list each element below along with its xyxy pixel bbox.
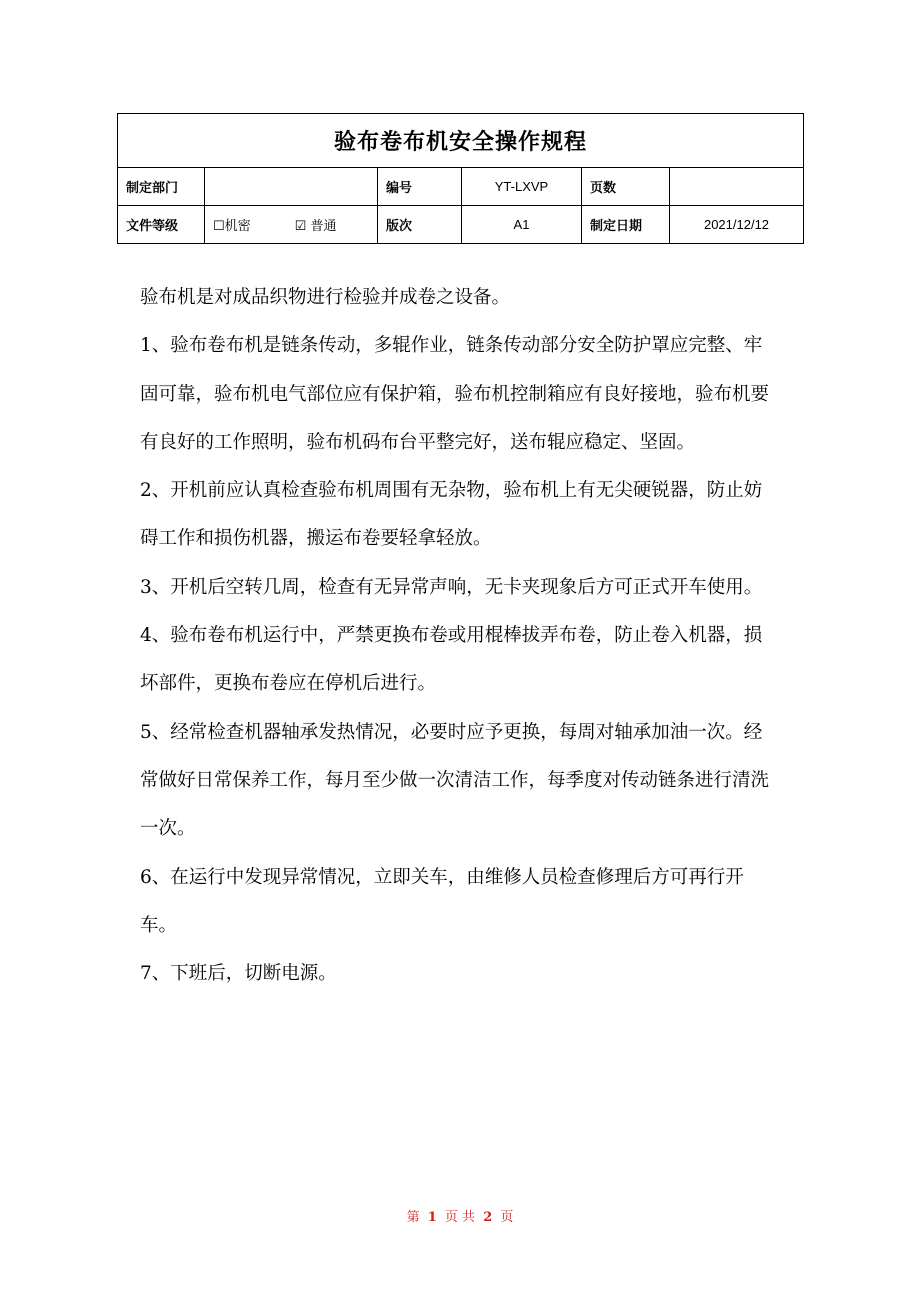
code-value: YT-LXVP bbox=[462, 168, 582, 206]
paragraph-item-6: 6、在运行中发现异常情况，立即关车，由维修人员检查修理后方可再行开车。 bbox=[140, 866, 744, 936]
checkbox-checked-icon: ☑ bbox=[294, 219, 307, 234]
page-footer bbox=[0, 1206, 920, 1225]
pages-label: 页数 bbox=[582, 168, 670, 206]
document-title: 验布卷布机安全操作规程 bbox=[118, 114, 804, 168]
level-options bbox=[205, 206, 378, 244]
level-secret-label: 机密 bbox=[224, 219, 251, 234]
paragraph-item-2: 2、开机前应认真检查验布机周围有无杂物，验布机上有无尖硬锐器，防止妨碍工作和损伤机器，搬运布卷要轻拿轻放。 bbox=[140, 480, 763, 550]
paragraph-item-7: 7、下班后，切断电源。 bbox=[140, 963, 337, 985]
dept-value bbox=[205, 168, 378, 206]
dept-label: 制定部门 bbox=[118, 168, 205, 206]
level-label: 文件等级 bbox=[118, 206, 205, 244]
paragraph-intro: 验布机是对成品织物进行检验并成卷之设备。 bbox=[140, 287, 511, 308]
version-value: A1 bbox=[462, 206, 582, 244]
pages-value bbox=[670, 168, 804, 206]
checkbox-empty-icon: ☐ bbox=[213, 219, 225, 234]
footer-current-page: 1 bbox=[427, 1210, 437, 1225]
level-normal-option[interactable] bbox=[295, 215, 337, 234]
paragraph-item-4: 4、验布卷布机运行中，严禁更换布卷或用棍棒拔弄布卷，防止卷入机器，损坏部件，更换布卷应在停机后进行。 bbox=[140, 625, 763, 695]
footer-prefix: 第 bbox=[406, 1210, 420, 1225]
paragraph-item-5: 5、经常检查机器轴承发热情况，必要时应予更换，每周对轴承加油一次。经常做好日常保养工作，每月至少做一次清洁工作，每季度对传动链条进行清洗一次。 bbox=[140, 721, 770, 840]
footer-middle: 页 共 bbox=[444, 1210, 476, 1225]
footer-suffix: 页 bbox=[500, 1210, 514, 1225]
version-label: 版次 bbox=[378, 206, 462, 244]
paragraph-item-1: 1、验布卷布机是链条传动，多辊作业，链条传动部分安全防护罩应完整、牢固可靠，验布机电气部位应有保护箱，验布机控制箱应有良好接地，验布机要有良好的工作照明，验布机码布台平整完好，送布辊应稳定、坚固。 bbox=[140, 335, 770, 453]
document-header-table bbox=[117, 113, 804, 244]
code-label: 编号 bbox=[378, 168, 462, 206]
level-normal-label: 普通 bbox=[310, 219, 337, 234]
paragraph-item-3: 3、开机后空转几周，检查有无异常声响，无卡夹现象后方可正式开车使用。 bbox=[140, 576, 763, 598]
date-value: 2021/12/12 bbox=[670, 206, 804, 244]
document-body bbox=[140, 274, 780, 998]
date-label: 制定日期 bbox=[582, 206, 670, 244]
footer-total-pages: 2 bbox=[483, 1210, 493, 1225]
level-secret-option[interactable] bbox=[213, 215, 251, 234]
